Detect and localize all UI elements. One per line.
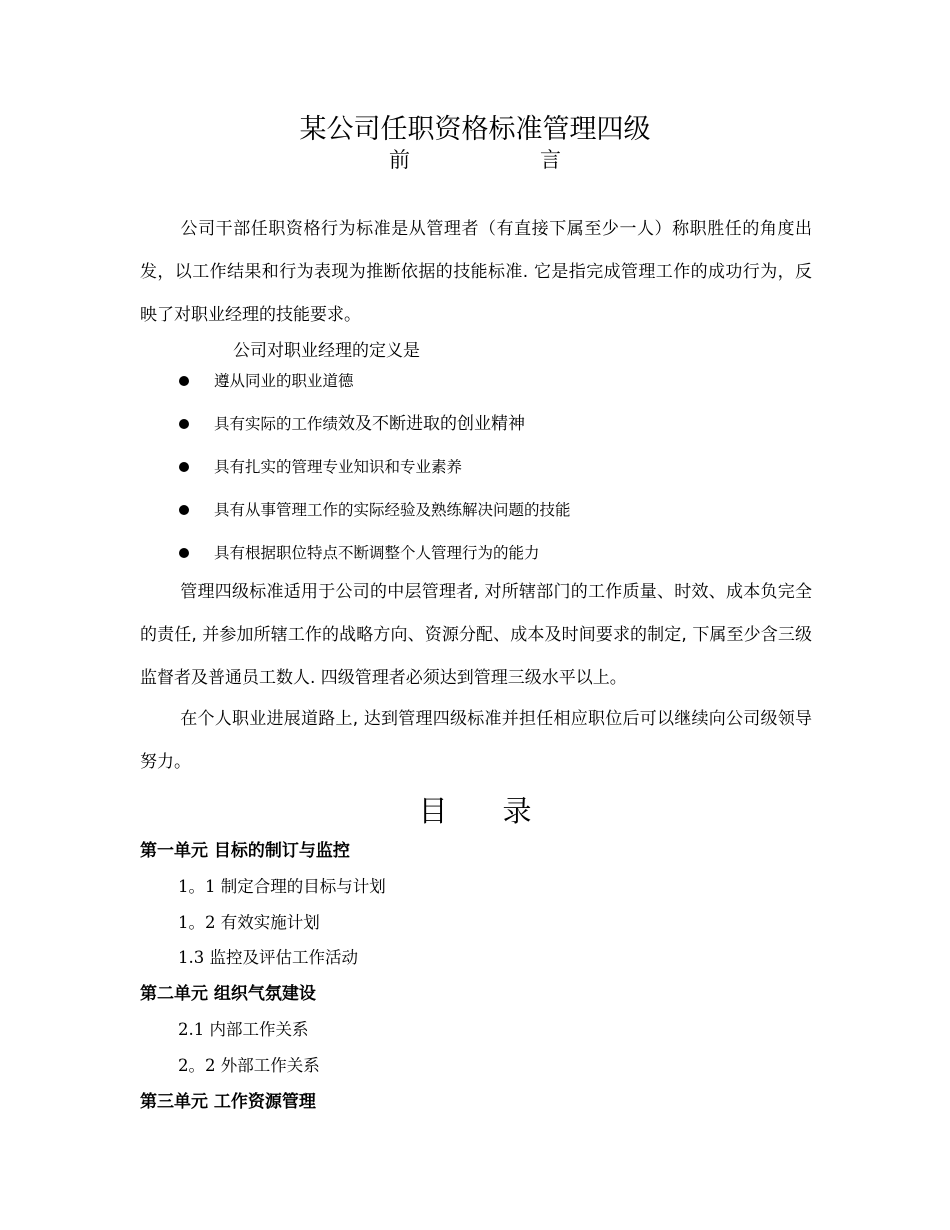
preface-heading-char-2: 言 — [540, 148, 561, 172]
list-item: 具有扎实的管理专业知识和专业素养 — [176, 453, 571, 496]
bullet-icon — [179, 462, 189, 472]
bullet-icon — [179, 505, 189, 515]
toc-heading — [0, 791, 950, 831]
toc-section[interactable]: 1。2 有效实施计划 — [178, 912, 320, 932]
intro-paragraph: 公司干部任职资格行为标准是从管理者（有直接下属至少一人）称职胜任的角度出发，以工作结果和行为表现为推断依据的技能标准. 它是指完成管理工作的成功行为，反映了对职业经理的技能要求。 — [140, 219, 812, 325]
toc-heading-char-1: 目 — [418, 794, 448, 828]
list-item: 遵从同业的职业道德 — [176, 367, 571, 410]
toc-section[interactable]: 1。1 制定合理的目标与计划 — [178, 876, 386, 896]
toc-unit[interactable]: 第三单元 工作资源管理 — [140, 1091, 316, 1112]
document-title: 某公司任职资格标准管理四级 — [299, 114, 651, 145]
list-item: 具有根据职位特点不断调整个人管理行为的能力 — [176, 539, 571, 582]
table-of-contents — [140, 833, 386, 1119]
preface-heading-char-1: 前 — [389, 148, 410, 172]
bullet-icon — [179, 376, 189, 386]
toc-section[interactable]: 1.3 监控及评估工作活动 — [178, 948, 358, 968]
toc-unit[interactable]: 第二单元 组织气氛建设 — [140, 984, 316, 1005]
definition-intro: 公司对职业经理的定义是 — [233, 341, 420, 361]
bullet-icon — [179, 419, 189, 429]
toc-unit[interactable]: 第一单元 目标的制订与监控 — [140, 841, 350, 861]
toc-section[interactable]: 2。2 外部工作关系 — [178, 1055, 320, 1075]
toc-heading-char-2: 录 — [502, 794, 532, 828]
bullet-icon — [179, 548, 189, 558]
preface-heading — [0, 146, 950, 174]
career-paragraph: 在个人职业进展道路上, 达到管理四级标准并担任相应职位后可以继续向公司级领导努力。 — [140, 709, 812, 772]
list-item: 具有实际的工作绩 效及不断进取的创业精神 — [176, 410, 571, 453]
scope-paragraph: 管理四级标准适用于公司的中层管理者, 对所辖部门的工作质量、时效、成本负完全的责任, 并参加所辖工作的战略方向、资源分配、成本及时间要求的制定, 下属至少含三级监督者及普通员工数人. 四级管理者必须达到管理三级水平以上。 — [140, 582, 812, 688]
list-item: 具有从事管理工作的实际经验及熟练解决问题的技能 — [176, 496, 571, 539]
toc-section[interactable]: 2.1 内部工作关系 — [178, 1019, 309, 1039]
definition-list — [176, 367, 571, 582]
